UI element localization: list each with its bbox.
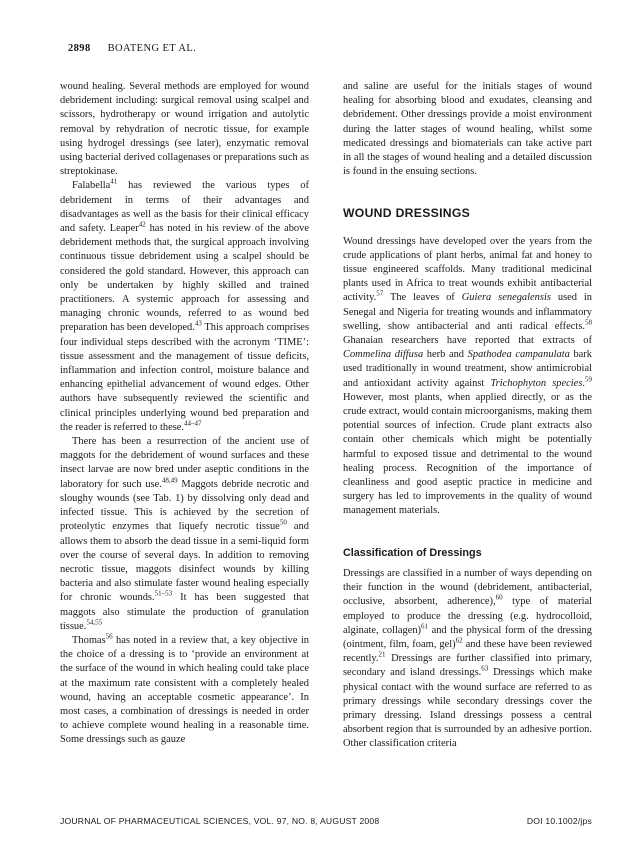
paragraph: There has been a resurrection of the ancient use of maggots for the debridement of wound surfaces and these insect larvae are now bred under aseptic conditions in the laboratory for such use.$^{48,49}$ Maggots debride necrotic and sloughy wounds (see Tab. 1) by dissolving only dead and infected tissue. This is achieved by the secretion of proteolytic enzymes that liquefy necrotic tissue$^{50}$ and allows them to absorb the dead tissue in a semi-liquid form over the course of several days. In addition to removing necrotic tissue, maggots disinfect wounds by killing bacteria and also stimulate faster wound healing especially for chronic wounds.$^{51-53}$ It has been suggested that maggots also stimulate the production of granulation tissue.$^{54,55}$: [60, 436, 310, 632]
running-header: [68, 43, 196, 54]
citation: 58: [585, 318, 592, 327]
subsection-heading: Classification of Dressings: [343, 546, 482, 559]
citation: 54,55: [86, 618, 103, 627]
section-heading: WOUND DRESSINGS: [343, 206, 471, 221]
citation: 51–53: [154, 589, 173, 598]
citation: 44–47: [184, 419, 202, 428]
citation: 59: [585, 375, 592, 384]
paragraph: Dressings are classified in a number of ways depending on their function in the wound (debridement, antibacterial, occlusive, absorbent, adherence),$^{60}$ type of material employed to produce the dressing (e.g. hydrocolloid, alginate, collagen)$^{61}$ and the physical form of the dressing (ointment, film, foam, gel)$^{62}$ and these have been reviewed recently.$^{21}$ Dressings are further classified into primary, secondary and island dressings.$^{63}$ Dressings which make physical contact with the wound surface are referred to as primary dressings while secondary dressings cover the primary dressing. Island dressings possess a central absorbent region that is surrounded by an adhesive portion. Other classification criteria: [343, 567, 593, 750]
paragraph: Thomas$^{56}$ has noted in a review that, a key objective in the choice of a dressing is to ‘provide an environment at the surface of the wound in which healing could take place at the maximum rate consistent with a completely healed wound, having an acceptable cosmetic appearance’. In most cases, a combination of dressings is needed in order to achieve complete wound healing in a reasonable time. Some dressings such as gauze: [60, 632, 309, 746]
paragraph: Wound dressings have developed over the years from the crude applications of plant herbs, animal fat and honey to tissue engineered scaffolds. Many traditional medicinal plants used in Africa to treat wounds exhibit antibacterial activity.$^{57}$ The leaves of Guiera senegalensis used in Senegal and Nigeria for treating wounds and inflammatory swelling, show antibacterial and anti radical effects.$^{58}$ Ghanaian researchers have reported that extracts of Commelina diffusa herb and Spathodea campanulata bark used traditionally in wound treatment, show antimicrobial and antioxidant activity against Trichophyton species.$^{59}$ However, most plants, when applied directly, or as the crude extract, would contain microorganisms, making them potential sources of infection. Crude plant extracts also contain other chemicals which might be potentially harmful to exposed tissue and detrimental to the wound healing process. Recognition of the importance of cleanliness and good aseptic practice in medicine and surgery has led to improvements in the quality of wound management materials.: [343, 235, 593, 517]
citation: 63: [481, 664, 489, 673]
citation: 42: [138, 220, 146, 229]
species-name: Commelina diffusa: [343, 349, 424, 361]
page-footer: [60, 816, 592, 826]
citation: 48,49: [161, 476, 178, 485]
citation: 43: [194, 319, 202, 328]
citation: 57: [376, 289, 384, 298]
citation: 41: [110, 177, 118, 186]
citation: 56: [105, 632, 113, 641]
citation: 50: [279, 518, 287, 527]
page-number: 2898: [68, 43, 91, 54]
citation: 61: [421, 622, 429, 631]
species-name: Spathodea campanulata: [467, 349, 570, 361]
running-title: BOATENG ET AL.: [107, 43, 197, 54]
doi: DOI 10.1002/jps: [526, 816, 592, 826]
citation: 62: [455, 636, 463, 645]
paragraph: and saline are useful for the initials stages of wound healing for absorbing blood and exudates, cleansing and debridement. Other dressings provide a moist environment during the latter stages of wound healing, whilst some medicated dressings and biomaterials can take active part in all the stages of wound healing and a detailed discussion is found in the ensuing sections.: [343, 81, 592, 178]
citation: 21: [378, 650, 386, 659]
right-column: [343, 80, 592, 752]
left-column: [60, 80, 309, 748]
species-name: Guiera senegalensis: [461, 292, 551, 304]
species-name: Trichophyton species: [490, 377, 583, 389]
citation: 60: [495, 593, 503, 602]
paragraph: Falabella$^{41}$ has reviewed the various types of debridement in terms of their advantages and disadvantages as well as the basis for their clinical efficacy and safety. Leaper$^{42}$ has noted in his review of the above debridement methods that, the surgical approach involving continuous tissue debridement using a scalpel should be considered the gold standard. However, this approach can only be undertaken by highly skilled and trained practitioners. A systemic approach for assessing and managing chronic wounds, referred to as wound bed preparation has been developed.$^{43}$ This approach comprises four individual steps described with the acronym ‘TIME’: tissue assessment and the management of tissue deficits, inflammation and infection control, moisture balance and enhancing epithelial advancement of wound edges. Other authors have subsequently reviewed the scientific and clinical principles underlying wound bed preparation and the reader is referred to these.$^{44-47}$: [60, 177, 310, 433]
paragraph: wound healing. Several methods are employed for wound debridement including: surgical removal using scalpel and scissors, hydrotherapy or wound irrigation and autolytic removal by rehydration of necrotic tissue, for example using hydrogel dressings (see later), enzymatic removal using bacterial derived collagenases or preparations such as streptokinase.: [60, 81, 309, 178]
journal-citation: JOURNAL OF PHARMACEUTICAL SCIENCES, VOL. 97, NO. 8, AUGUST 2008: [60, 816, 380, 826]
